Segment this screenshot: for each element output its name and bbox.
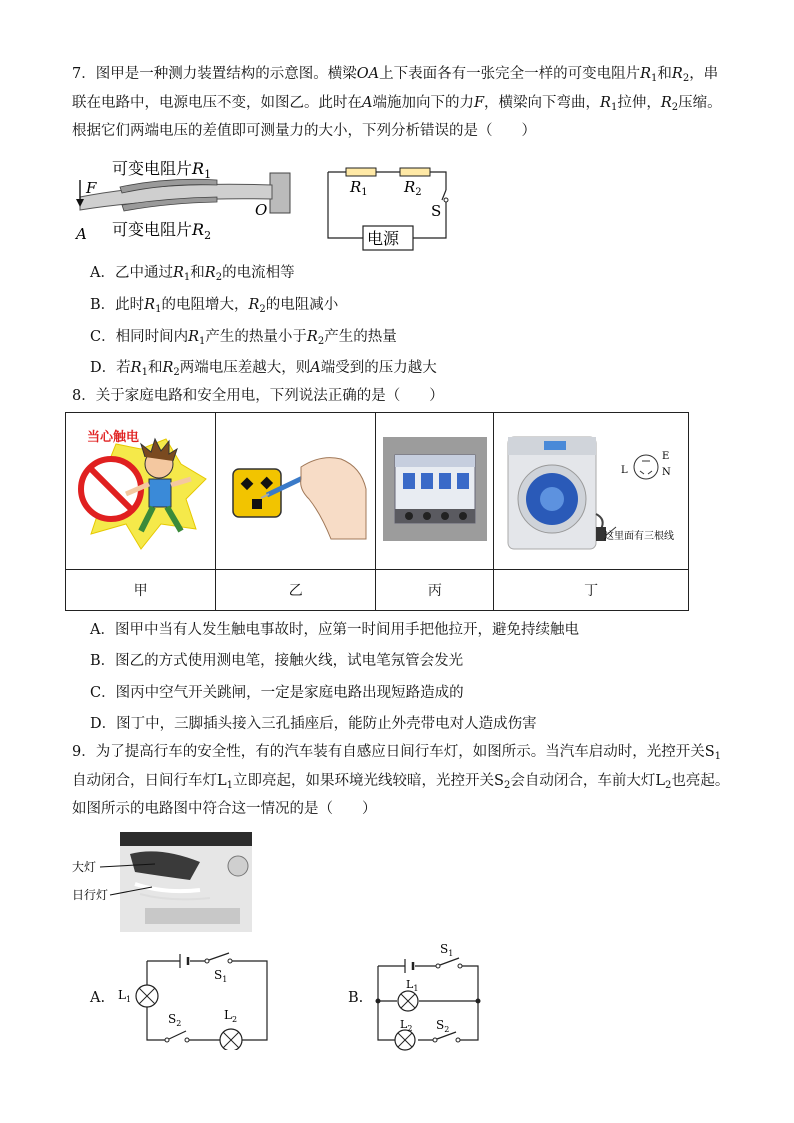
q8-option-a[interactable]: A．图甲中当有人发生触电事故时，应第一时间用手把他拉开，避免持续触电 — [90, 622, 579, 638]
svg-text:L: L — [621, 465, 628, 476]
svg-text:日行灯: 日行灯 — [72, 888, 109, 902]
washing-machine-image — [496, 419, 686, 559]
svg-text:N: N — [662, 467, 671, 478]
q7-stem: 7．图甲是一种测力装置结构的示意图。横梁OA上下表面各有一张完全一样的可变电阻片$R_1$和$R_2$，串联在电路中，电源电压不变，如图乙。此时在A端施加向下的力F，横梁向下弯曲，$R_1$拉伸，$R_2$压缩。根据它们两端电压的差值即可测量力的大小，下列分析错误的是（ ） — [72, 66, 722, 139]
q7-figure-jia — [72, 155, 302, 245]
svg-text:L1: $L_1$ — [406, 978, 419, 993]
q9-option-b-circuit[interactable] — [370, 938, 490, 1053]
q9-option-a-label[interactable]: A. — [90, 990, 106, 1006]
q7-resistor-r1 — [346, 168, 376, 176]
svg-text:R1: $R_1$ — [350, 178, 368, 198]
svg-text:L2: $L_2$ — [224, 1008, 238, 1024]
q8-cell-bing — [376, 413, 494, 570]
q9-option-b-label[interactable]: B. — [348, 990, 364, 1006]
q7-option-c[interactable]: C．相同时间内$R_1$产生的热量小于$R_2$产生的热量 — [90, 329, 397, 347]
svg-text:L2: $L_2$ — [400, 1018, 413, 1033]
q8-image-table — [65, 412, 689, 611]
q9-car-photo — [70, 832, 255, 932]
q7-option-a[interactable]: A．乙中通过$R_1$和$R_2$的电流相等 — [90, 265, 295, 283]
q7-label-F: F — [86, 179, 97, 197]
svg-text:S: S — [431, 202, 442, 220]
air-switch-image — [383, 437, 487, 541]
svg-text:E: E — [662, 451, 670, 462]
svg-text:L1: $L_1$ — [118, 988, 132, 1004]
q8-cell-jia — [66, 413, 216, 570]
q7-label-O: O — [255, 201, 268, 219]
q7-option-b[interactable]: B．此时$R_1$的电阻增大，$R_2$的电阻减小 — [90, 297, 339, 315]
q7-option-d[interactable]: D．若$R_1$和$R_2$两端电压差越大，则A端受到的压力越大 — [90, 360, 437, 378]
electric-shock-warning-image — [71, 419, 211, 559]
q8-stem: 8．关于家庭电路和安全用电，下列说法正确的是（ ） — [72, 388, 444, 404]
svg-text:S1: $S_1$ — [214, 968, 228, 984]
svg-text:S1: $S_1$ — [440, 942, 454, 958]
q8-option-d[interactable]: D．图丁中，三脚插头接入三孔插座后，能防止外壳带电对人造成伤害 — [90, 716, 537, 732]
q8-label-ding: 丁 — [494, 570, 689, 611]
svg-text:大灯: 大灯 — [72, 860, 97, 874]
q7-label-bottom: 可变电阻片$R_2$ — [112, 220, 212, 242]
q8-label-jia: 甲 — [66, 570, 216, 611]
svg-text:电源: 电源 — [367, 229, 400, 248]
socket-icon — [634, 455, 658, 479]
svg-text:当心触电: 当心触电 — [86, 430, 139, 445]
q8-option-c[interactable]: C．图丙中空气开关跳闸，一定是家庭电路出现短路造成的 — [90, 685, 464, 701]
q8-cell-ding — [494, 413, 689, 570]
q9-option-a-circuit[interactable] — [112, 945, 277, 1050]
q8-cell-yi — [216, 413, 376, 570]
q7-label-top: 可变电阻片$R_1$ — [112, 159, 212, 181]
q9-stem: 9．为了提高行车的安全性，有的汽车装有自感应日间行车灯，如图所示。当汽车启动时，光控开关$S_1$自动闭合，日间行车灯$L_1$立即亮起，如果环境光线较暗，光控开关$S_2$会自动闭合，车前大灯$L_2$也亮起。如图所示的电路图中符合这一情况的是（ ） — [72, 744, 730, 817]
q8-label-bing: 丙 — [376, 570, 494, 611]
test-pen-image — [221, 419, 371, 559]
svg-text:S2: $S_2$ — [436, 1018, 450, 1034]
q8-option-b[interactable]: B．图乙的方式使用测电笔，接触火线，试电笔氖管会发光 — [90, 653, 464, 669]
svg-text:R2: $R_2$ — [404, 178, 422, 198]
q7-figure-yi — [318, 160, 458, 255]
svg-text:这里面有三根线: 这里面有三根线 — [604, 531, 675, 542]
svg-text:S2: $S_2$ — [168, 1012, 182, 1028]
q7-label-A: A — [76, 225, 87, 243]
q7-resistor-r2 — [400, 168, 430, 176]
q8-label-yi: 乙 — [216, 570, 376, 611]
